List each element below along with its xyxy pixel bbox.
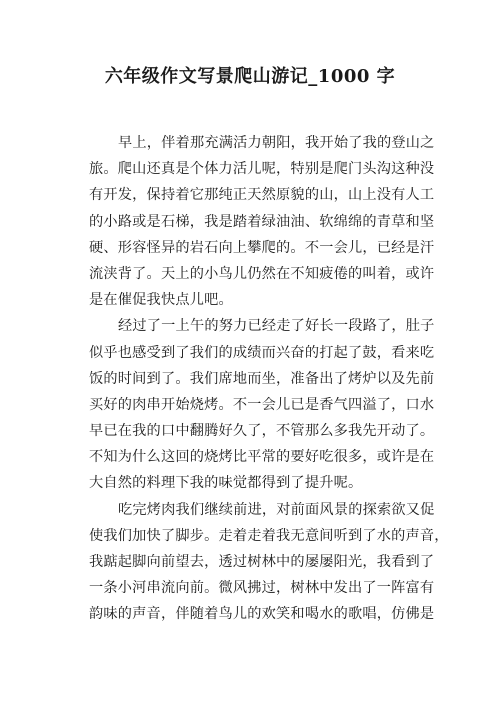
text-line: 经过了一上午的努力已经走了好长一段路了，肚子 xyxy=(118,318,435,335)
text-line: 一条小河串流向前。微风拂过，树林中发出了一阵富有 xyxy=(89,580,435,597)
text-line: 早已在我的口中翻腾好久了，不管那么多我先开动了。 xyxy=(89,423,435,440)
text-line: 饭的时间到了。我们席地而坐，准备出了烤炉以及先前 xyxy=(89,370,435,387)
text-line: 大自然的料理下我的味觉都得到了提升呢。 xyxy=(89,475,363,492)
paragraph-2 xyxy=(89,313,435,496)
text-line: 韵味的声音，伴随着鸟儿的欢笑和喝水的歌唱，仿佛是 xyxy=(89,606,435,623)
document-body xyxy=(89,130,449,628)
paragraph-1 xyxy=(89,130,435,313)
document-title: 六年级作文写景爬山游记_1000 字 xyxy=(104,66,396,87)
text-line: 我踮起脚向前望去，透过树林中的屡屡阳光，我看到了 xyxy=(89,554,435,570)
text-line: 似乎也感受到了我们的成绩而兴奋的打起了鼓，看来吃 xyxy=(89,344,435,361)
text-line: 早上，伴着那充满活力朝阳，我开始了我的登山之 xyxy=(118,135,435,151)
text-line: 是在催促我快点儿吧。 xyxy=(89,292,233,309)
text-line: 的小路或是石梯，我是踏着绿油油、软绵绵的青草和坚 xyxy=(89,213,435,230)
text-line: 使我们加快了脚步。走着走着我无意间听到了水的声音， xyxy=(89,527,449,544)
text-line: 旅。爬山还真是个体力活儿呢，特别是爬门头沟这种没 xyxy=(89,161,435,178)
text-line: 流浃背了。天上的小鸟儿仍然在不知疲倦的叫着，或许 xyxy=(89,265,435,282)
text-line: 有开发，保持着它那纯正天然原貌的山，山上没有人工 xyxy=(89,187,435,204)
text-line: 吃完烤肉我们继续前进，对前面风景的探索欲又促 xyxy=(118,501,435,518)
paragraph-3 xyxy=(89,497,449,628)
text-line: 买好的肉串开始烧烤。不一会儿已是香气四溢了，口水 xyxy=(89,396,435,413)
text-line: 不知为什么这回的烧烤比平常的要好吃很多，或许是在 xyxy=(89,449,435,466)
text-line: 硬、形容怪异的岩石向上攀爬的。不一会儿，已经是汗 xyxy=(89,239,435,256)
